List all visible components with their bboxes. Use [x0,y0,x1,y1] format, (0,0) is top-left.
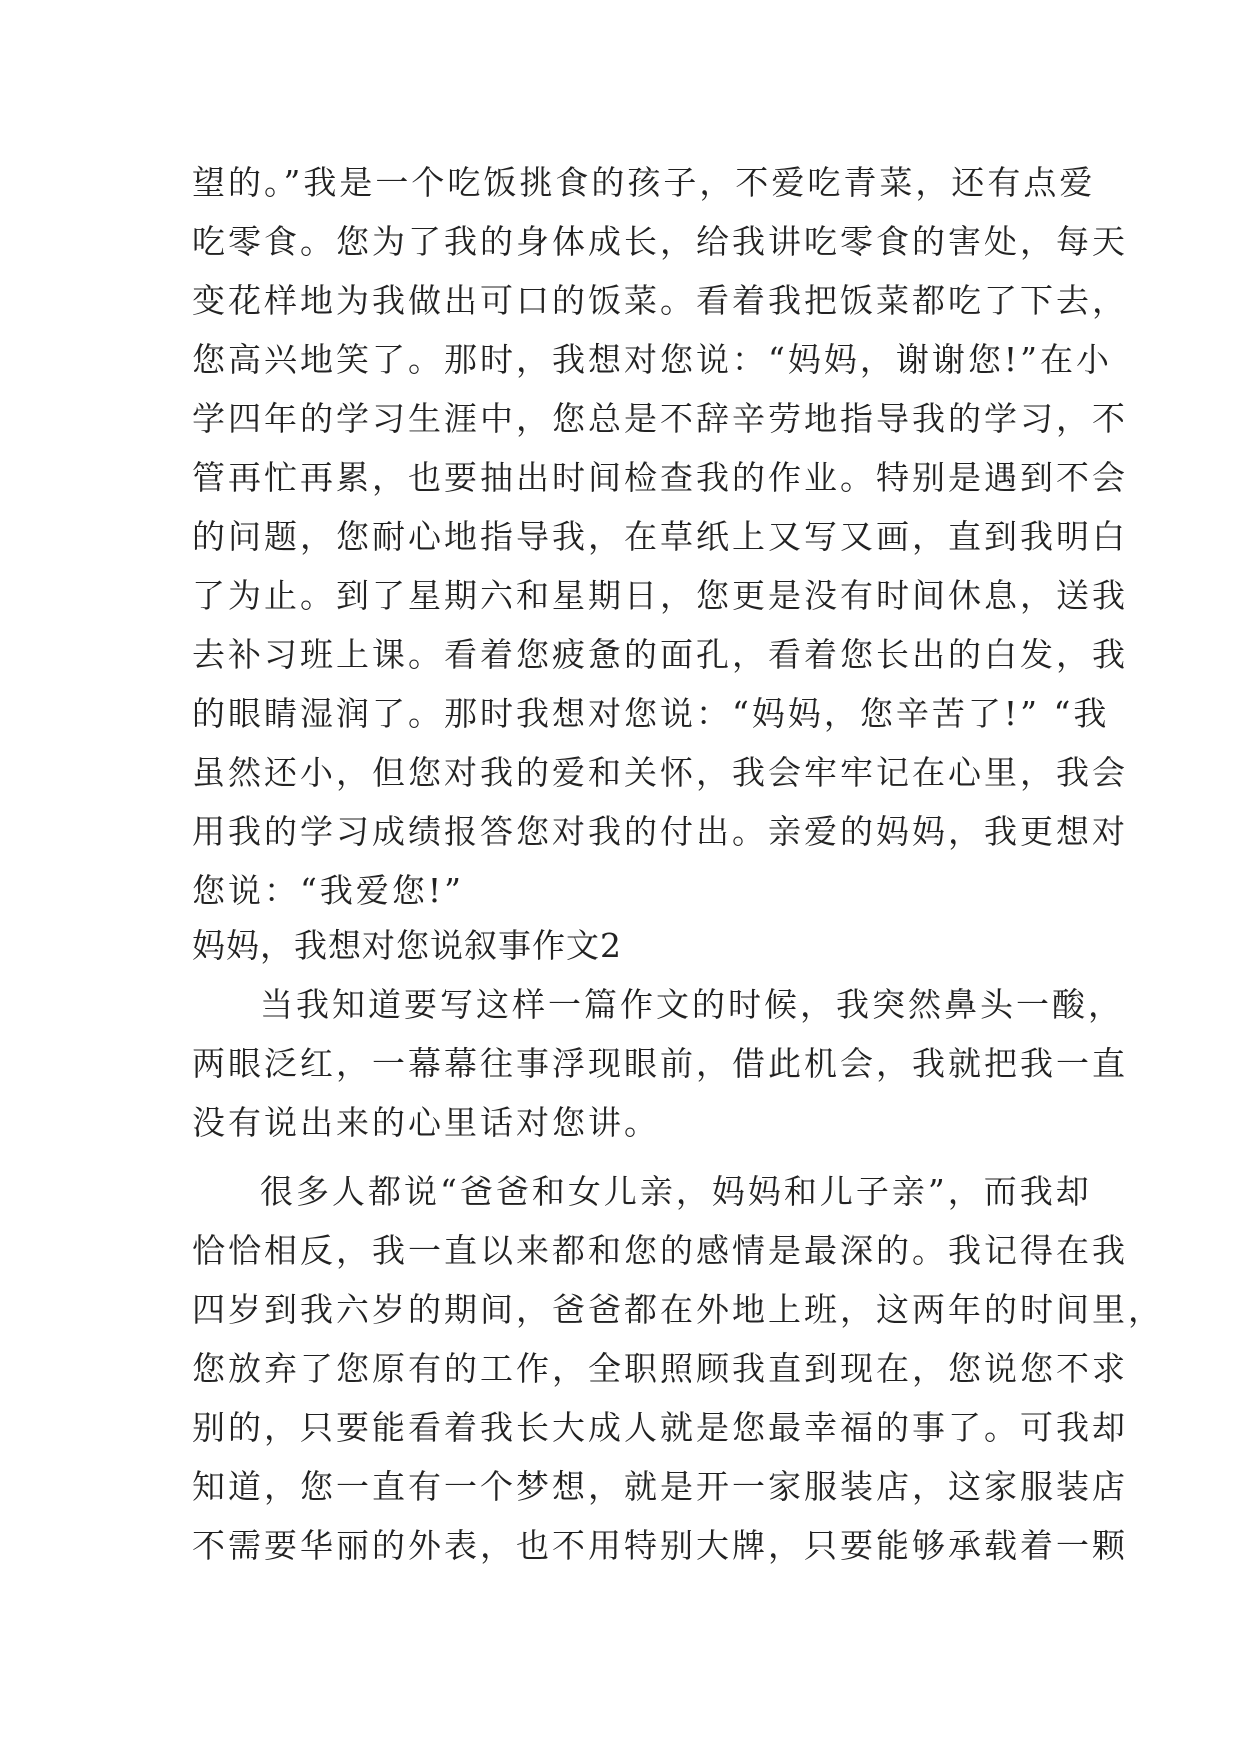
text-line: 知道，您一直有一个梦想，就是开一家服装店，这家服装店 [192,1467,1128,1506]
text-line: 了为止。到了星期六和星期日，您更是没有时间休息，送我 [192,576,1128,615]
text-line: 学四年的学习生涯中，您总是不辞辛劳地指导我的学习，不 [192,399,1128,438]
text-line: 您说：“我爱您!” [192,871,465,910]
text-line: 您放弃了您原有的工作，全职照顾我直到现在，您说您不求 [192,1349,1128,1388]
text-line: 当我知道要写这样一篇作文的时候，我突然鼻头一酸， [260,985,1124,1024]
text-line: 别的，只要能看着我长大成人就是您最幸福的事了。可我却 [192,1408,1128,1447]
text-line: 四岁到我六岁的期间，爸爸都在外地上班，这两年的时间里， [192,1290,1164,1329]
text-line: 管再忙再累，也要抽出时间检查我的作业。特别是遇到不会 [192,458,1128,497]
text-line: 望的。”我是一个吃饭挑食的孩子，不爱吃青菜，还有点爱 [192,163,1096,202]
text-line: 很多人都说“爸爸和女儿亲，妈妈和儿子亲”，而我却 [260,1172,1092,1211]
text-line: 去补习班上课。看着您疲惫的面孔，看着您长出的白发，我 [192,635,1128,674]
text-line: 您高兴地笑了。那时，我想对您说：“妈妈，谢谢您!”在小 [192,340,1113,379]
text-line: 变花样地为我做出可口的饭菜。看着我把饭菜都吃了下去， [192,281,1128,320]
section-heading: 妈妈，我想对您说叙事作文2 [192,926,622,965]
text-line: 恰恰相反，我一直以来都和您的感情是最深的。我记得在我 [192,1231,1128,1270]
text-line: 用我的学习成绩报答您对我的付出。亲爱的妈妈，我更想对 [192,812,1128,851]
text-line: 的眼睛湿润了。那时我想对您说：“妈妈，您辛苦了!” “我 [192,694,1110,733]
text-line: 虽然还小，但您对我的爱和关怀，我会牢牢记在心里，我会 [192,753,1128,792]
text-line: 不需要华丽的外表，也不用特别大牌，只要能够承载着一颗 [192,1526,1128,1565]
text-line: 两眼泛红，一幕幕往事浮现眼前，借此机会，我就把我一直 [192,1044,1128,1083]
text-line: 吃零食。您为了我的身体成长，给我讲吃零食的害处，每天 [192,222,1128,261]
text-line: 的问题，您耐心地指导我，在草纸上又写又画，直到我明白 [192,517,1128,556]
text-line: 没有说出来的心里话对您讲。 [192,1103,660,1142]
